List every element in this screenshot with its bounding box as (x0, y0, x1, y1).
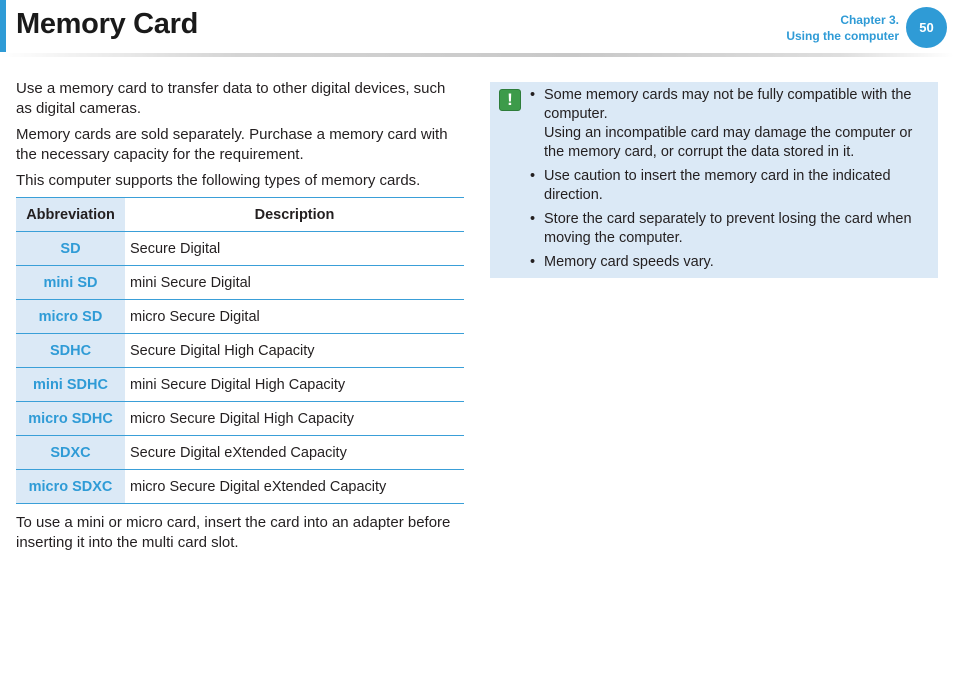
list-item (530, 167, 930, 205)
chapter-number: Chapter 3. (840, 13, 899, 27)
table-row (16, 232, 464, 266)
intro-paragraph: Use a memory card to transfer data to other digital devices, such as digital cameras. (16, 80, 446, 117)
header-accent-bar (0, 0, 6, 52)
bullet-icon: • (530, 168, 536, 184)
column-header-abbreviation: Abbreviation (16, 198, 125, 232)
table-row (16, 436, 464, 470)
bullet-icon: • (530, 87, 536, 103)
abbreviation-cell: micro SDXC (16, 470, 125, 504)
description-cell: mini Secure Digital High Capacity (125, 368, 464, 402)
abbreviation-cell: mini SD (16, 266, 125, 300)
description-cell: Secure Digital eXtended Capacity (125, 436, 464, 470)
caution-text: Use caution to insert the memory card in the indicated direction. (544, 168, 891, 203)
bullet-icon: • (530, 211, 536, 227)
description-cell: Secure Digital (125, 232, 464, 266)
caution-exclamation-icon: ! (499, 89, 521, 111)
table-row (16, 300, 464, 334)
adapter-paragraph: To use a mini or micro card, insert the card into an adapter before inserting it into the multi card slot. (16, 514, 451, 551)
table-row (16, 470, 464, 504)
page-title: Memory Card (16, 8, 199, 40)
description-cell: micro Secure Digital High Capacity (125, 402, 464, 436)
bullet-icon: • (530, 254, 536, 270)
caution-text: Using an incompatible card may damage the computer or the memory card, or corrupt the data stored in it. (544, 125, 913, 160)
caution-text: Memory card speeds vary. (544, 254, 714, 270)
abbreviation-cell: SDHC (16, 334, 125, 368)
table-row (16, 266, 464, 300)
table-header-row (16, 198, 464, 232)
purchase-paragraph: Memory cards are sold separately. Purchase a memory card with the necessary capacity for the requirement. (16, 126, 448, 163)
chapter-title: Using the computer (786, 29, 899, 43)
caution-list (530, 86, 930, 277)
list-item (530, 86, 930, 162)
chapter-label (786, 12, 899, 44)
header-divider (0, 53, 954, 57)
table-row (16, 334, 464, 368)
abbreviation-cell: SDXC (16, 436, 125, 470)
abbreviation-cell: micro SD (16, 300, 125, 334)
caution-box (490, 82, 938, 278)
column-header-description: Description (125, 198, 464, 232)
abbreviation-cell: mini SDHC (16, 368, 125, 402)
table-row (16, 368, 464, 402)
list-item (530, 210, 930, 248)
supported-types-paragraph: This computer supports the following types of memory cards. (16, 172, 421, 189)
abbreviation-cell: micro SDHC (16, 402, 125, 436)
description-cell: Secure Digital High Capacity (125, 334, 464, 368)
description-cell: mini Secure Digital (125, 266, 464, 300)
page-number-badge: 50 (906, 7, 947, 48)
description-cell: micro Secure Digital (125, 300, 464, 334)
caution-text: Some memory cards may not be fully compatible with the computer. (544, 87, 912, 122)
memory-card-table (16, 197, 464, 504)
description-cell: micro Secure Digital eXtended Capacity (125, 470, 464, 504)
main-content (16, 79, 464, 559)
table-row (16, 402, 464, 436)
list-item (530, 253, 930, 272)
caution-text: Store the card separately to prevent losing the card when moving the computer. (544, 211, 912, 246)
abbreviation-cell: SD (16, 232, 125, 266)
